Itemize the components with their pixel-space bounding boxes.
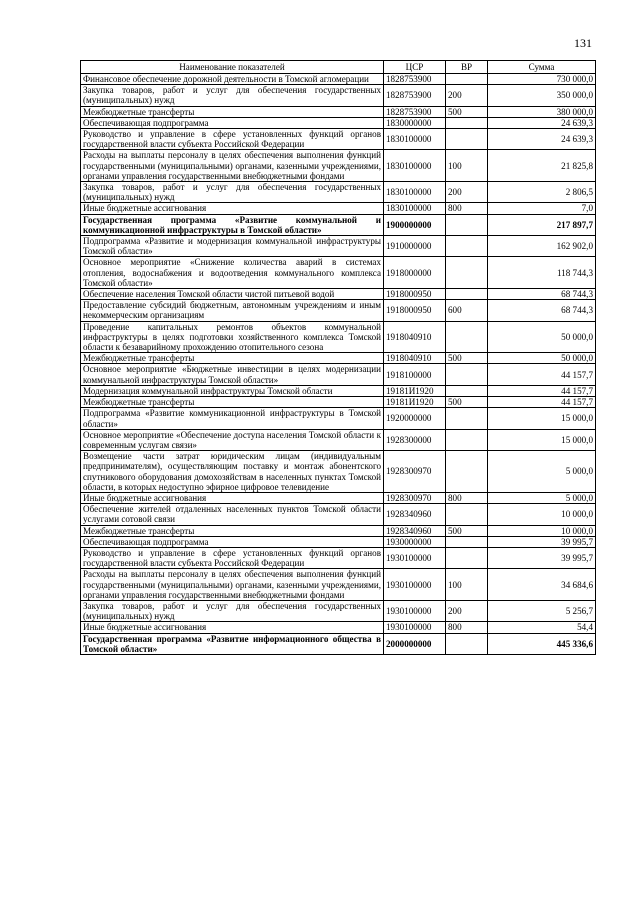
cell-name: Закупка товаров, работ и услуг для обеспечения государственных (муниципальных) нужд [81,85,384,106]
cell-sum: 50 000,0 [488,321,596,353]
cell-sum: 21 825,8 [488,150,596,182]
cell-vr: 200 [446,85,488,106]
cell-csr: 1918040910 [384,353,446,364]
table-row [81,429,596,450]
cell-sum: 118 744,3 [488,257,596,289]
cell-vr: 600 [446,300,488,321]
cell-csr: 1918040910 [384,321,446,353]
cell-name: Обеспечение населения Томской области чистой питьевой водой [81,289,384,300]
cell-csr: 19181И1920 [384,385,446,396]
cell-sum: 44 157,7 [488,364,596,385]
cell-sum: 217 897,7 [488,214,596,235]
cell-csr: 1928340960 [384,504,446,525]
cell-vr [446,385,488,396]
cell-vr: 800 [446,203,488,214]
header-vr: ВР [446,61,488,74]
cell-csr: 2000000000 [384,633,446,654]
cell-name: Межбюджетные трансферты [81,106,384,117]
cell-csr: 1928340960 [384,525,446,536]
cell-name: Межбюджетные трансферты [81,353,384,364]
cell-sum: 39 995,7 [488,547,596,568]
table-row [81,569,596,601]
cell-vr [446,129,488,150]
cell-csr: 1828753900 [384,106,446,117]
cell-name: Закупка товаров, работ и услуг для обеспечения государственных (муниципальных) нужд [81,600,384,621]
cell-csr: 1828753900 [384,74,446,85]
cell-csr: 1830100000 [384,203,446,214]
table-row [81,257,596,289]
table-row [81,203,596,214]
cell-csr: 19181И1920 [384,397,446,408]
cell-sum: 10 000,0 [488,525,596,536]
table-row [81,289,596,300]
cell-sum: 380 000,0 [488,106,596,117]
cell-sum: 2 806,5 [488,182,596,203]
table-header-row [81,61,596,74]
cell-name: Иные бюджетные ассигнования [81,492,384,503]
cell-vr [446,633,488,654]
table-row [81,353,596,364]
table-row [81,321,596,353]
cell-vr [446,451,488,493]
cell-name: Обеспечение жителей отдаленных населенных пунктов Томской области услугами сотовой связи [81,504,384,525]
table-row [81,236,596,257]
cell-sum: 5 256,7 [488,600,596,621]
cell-csr: 1930100000 [384,622,446,633]
cell-sum: 24 639,3 [488,117,596,128]
cell-vr [446,289,488,300]
cell-vr: 100 [446,569,488,601]
cell-vr: 200 [446,600,488,621]
table-row [81,364,596,385]
cell-vr: 200 [446,182,488,203]
cell-vr [446,429,488,450]
table-body [81,74,596,655]
cell-name: Расходы на выплаты персоналу в целях обеспечения выполнения функций государственными (муниципальными) органами, казенными учреждениями, органами управления государственными внебюджетными фондами [81,150,384,182]
cell-csr: 1930100000 [384,547,446,568]
cell-vr [446,257,488,289]
cell-csr: 1928300000 [384,429,446,450]
cell-sum: 5 000,0 [488,451,596,493]
header-sum: Сумма [488,61,596,74]
cell-name: Государственная программа «Развитие информационного общества в Томской области» [81,633,384,654]
table-row [81,214,596,235]
cell-csr: 1828753900 [384,85,446,106]
cell-csr: 1830100000 [384,150,446,182]
cell-name: Межбюджетные трансферты [81,397,384,408]
cell-sum: 68 744,3 [488,289,596,300]
cell-vr [446,321,488,353]
cell-csr: 1918100000 [384,364,446,385]
cell-sum: 68 744,3 [488,300,596,321]
table-row [81,525,596,536]
cell-csr: 1928300970 [384,451,446,493]
cell-vr [446,74,488,85]
cell-name: Руководство и управление в сфере установленных функций органов государственной власти субъекта Российской Федерации [81,547,384,568]
cell-csr: 1918000950 [384,289,446,300]
cell-csr: 1830100000 [384,129,446,150]
cell-vr [446,364,488,385]
table-row [81,182,596,203]
table-row [81,504,596,525]
table-row [81,547,596,568]
table-row [81,536,596,547]
cell-name: Руководство и управление в сфере установленных функций органов государственной власти субъекта Российской Федерации [81,129,384,150]
table-row [81,106,596,117]
table-row [81,74,596,85]
cell-name: Подпрограмма «Развитие коммуникационной инфраструктуры в Томской области» [81,408,384,429]
table-row [81,150,596,182]
cell-csr: 1830000000 [384,117,446,128]
cell-sum: 162 902,0 [488,236,596,257]
cell-vr: 800 [446,622,488,633]
cell-name: Основное мероприятие «Снижение количества аварий в системах отопления, водоснабжения и водоотведения коммунального комплекса Томской области» [81,257,384,289]
cell-vr: 100 [446,150,488,182]
table-row [81,451,596,493]
table-row [81,129,596,150]
table-row [81,492,596,503]
cell-sum: 10 000,0 [488,504,596,525]
cell-sum: 15 000,0 [488,408,596,429]
cell-name: Иные бюджетные ассигнования [81,203,384,214]
cell-name: Обеспечивающая подпрограмма [81,536,384,547]
cell-name: Возмещение части затрат юридическим лицам (индивидуальным предпринимателям), осуществляющим поставку и монтаж абонентского спутникового оборудования домохозяйствам в населенных пунктах Томской области, в которых недоступно эфирное цифровое телевидение [81,451,384,493]
cell-sum: 5 000,0 [488,492,596,503]
table-row [81,633,596,654]
table-row [81,622,596,633]
cell-vr [446,117,488,128]
cell-csr: 1918000950 [384,300,446,321]
cell-sum: 34 684,6 [488,569,596,601]
cell-vr [446,214,488,235]
table-row [81,397,596,408]
cell-name: Основное мероприятие «Обеспечение доступа населения Томской области к современным услугам связи» [81,429,384,450]
cell-name: Модернизация коммунальной инфраструктуры Томской области [81,385,384,396]
cell-sum: 7,0 [488,203,596,214]
cell-sum: 445 336,6 [488,633,596,654]
cell-csr: 1930100000 [384,600,446,621]
cell-name: Обеспечивающая подпрограмма [81,117,384,128]
cell-sum: 730 000,0 [488,74,596,85]
cell-name: Межбюджетные трансферты [81,525,384,536]
cell-csr: 1920000000 [384,408,446,429]
cell-csr: 1928300970 [384,492,446,503]
header-name: Наименование показателей [81,61,384,74]
cell-vr [446,408,488,429]
cell-csr: 1918000000 [384,257,446,289]
cell-vr: 800 [446,492,488,503]
table-row [81,117,596,128]
cell-vr: 500 [446,397,488,408]
cell-csr: 1900000000 [384,214,446,235]
cell-csr: 1910000000 [384,236,446,257]
cell-vr [446,504,488,525]
cell-sum: 50 000,0 [488,353,596,364]
cell-name: Финансовое обеспечение дорожной деятельности в Томской агломерации [81,74,384,85]
cell-name: Подпрограмма «Развитие и модернизация коммунальной инфраструктуры Томской области» [81,236,384,257]
cell-vr: 500 [446,525,488,536]
cell-name: Расходы на выплаты персоналу в целях обеспечения выполнения функций государственными (муниципальными) органами, казенными учреждениями, органами управления государственными внебюджетными фондами [81,569,384,601]
cell-vr [446,236,488,257]
cell-name: Основное мероприятие «Бюджетные инвестиции в целях модернизации коммунальной инфраструктуры Томской области» [81,364,384,385]
cell-vr [446,536,488,547]
cell-sum: 44 157,7 [488,385,596,396]
table-row [81,385,596,396]
budget-table [80,60,596,655]
table-row [81,408,596,429]
cell-name: Закупка товаров, работ и услуг для обеспечения государственных (муниципальных) нужд [81,182,384,203]
cell-name: Проведение капитальных ремонтов объектов коммунальной инфраструктуры в целях подготовки хозяйственного комплекса Томской области к безаварийному прохождению отопительного сезона [81,321,384,353]
cell-vr [446,547,488,568]
cell-name: Государственная программа «Развитие коммунальной и коммуникационной инфраструктуры в Томской области» [81,214,384,235]
cell-name: Иные бюджетные ассигнования [81,622,384,633]
cell-sum: 24 639,3 [488,129,596,150]
cell-name: Предоставление субсидий бюджетным, автономным учреждениям и иным некоммерческим организациям [81,300,384,321]
table-row [81,300,596,321]
table-row [81,85,596,106]
cell-sum: 54,4 [488,622,596,633]
cell-sum: 350 000,0 [488,85,596,106]
cell-sum: 15 000,0 [488,429,596,450]
table-row [81,600,596,621]
cell-csr: 1930100000 [384,569,446,601]
page-number: 131 [574,36,592,50]
cell-vr: 500 [446,106,488,117]
cell-sum: 39 995,7 [488,536,596,547]
cell-csr: 1830100000 [384,182,446,203]
cell-csr: 1930000000 [384,536,446,547]
cell-vr: 500 [446,353,488,364]
cell-sum: 44 157,7 [488,397,596,408]
header-csr: ЦСР [384,61,446,74]
